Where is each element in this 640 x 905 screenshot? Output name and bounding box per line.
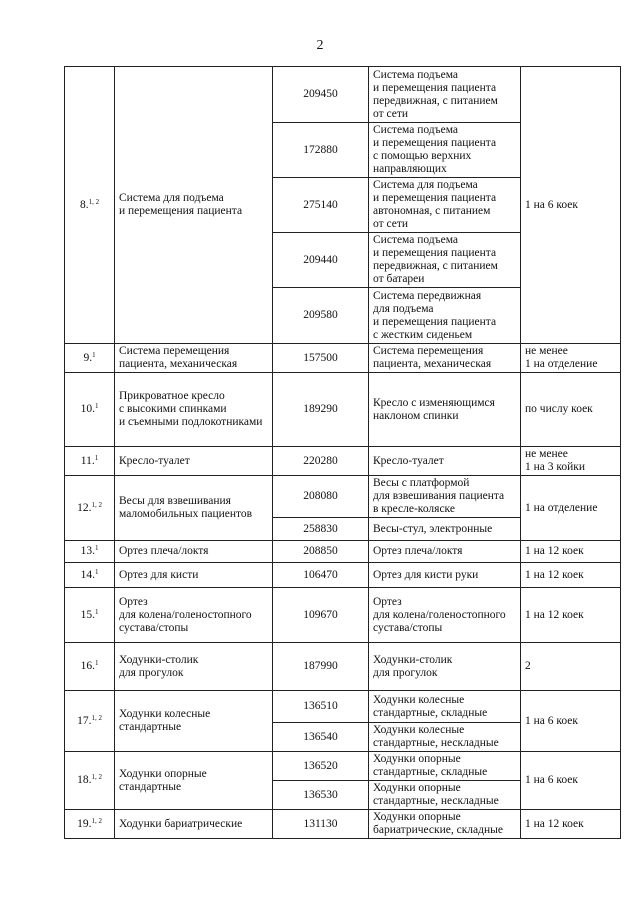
item-number: 14. [80,568,95,581]
item-number-cell [65,344,115,373]
item-number-cell [65,588,115,643]
item-description: Ортез для колена/голеностопного сустава/стопы [369,588,521,643]
item-description: Весы с платформой для взвешивания пациента в кресле-коляске [369,476,521,518]
item-name: Ходунки бариатрические [115,810,273,839]
item-description: Весы-стул, электронные [369,518,521,541]
item-code: 208850 [273,541,369,563]
item-name: Прикроватное кресло с высокими спинками и съемными подлокотниками [115,373,273,447]
item-description: Ходунки колесные стандартные, складные [369,691,521,723]
item-quantity-norm: 1 на 6 коек [521,67,621,344]
table-row [65,563,621,588]
item-name: Ходунки опорные стандартные [115,752,273,810]
item-code: 157500 [273,344,369,373]
item-number: 19. [77,817,92,830]
item-number-cell [65,563,115,588]
table-row [65,588,621,643]
item-footnote-ref: 1 [94,567,99,576]
item-name: Кресло-туалет [115,447,273,476]
item-footnote-ref: 1 [94,453,99,462]
item-quantity-norm: 1 на 12 коек [521,810,621,839]
item-quantity-norm: 1 на 6 коек [521,691,621,752]
item-code: 136530 [273,781,369,810]
item-footnote-ref: 1 [94,544,99,552]
table-row [65,476,621,518]
item-description: Система подъема и перемещения пациента с помощью верхних направляющих [369,123,521,178]
item-quantity-norm: не менее 1 на 3 койки [521,447,621,476]
item-code: 136520 [273,752,369,781]
item-footnote-ref: 1, 2 [91,773,102,781]
item-number-cell [65,447,115,476]
item-quantity-norm: по числу коек [521,373,621,447]
item-name: Ортез плеча/локтя [115,541,273,563]
item-number: 18. [77,774,92,786]
item-code: 131130 [273,810,369,839]
item-footnote-ref: 1 [92,350,96,359]
item-description: Система подъема и перемещения пациента передвижная, с питанием от сети [369,67,521,123]
table-row [65,691,621,723]
item-number-cell [65,810,115,839]
equipment-table-body [65,67,621,839]
item-number: 11. [80,454,95,467]
item-code: 136540 [273,723,369,752]
item-quantity-norm: 1 на отделение [521,476,621,541]
item-description: Система подъема и перемещения пациента передвижная, с питанием от батареи [369,233,521,288]
item-number: 10. [80,403,95,415]
item-footnote-ref: 1 [94,607,99,616]
item-footnote-ref: 1, 2 [91,816,102,825]
item-footnote-ref: 1, 2 [88,197,100,206]
item-code: 258830 [273,518,369,541]
item-code: 209440 [273,233,369,288]
table-row [65,810,621,839]
table-row [65,643,621,691]
item-number-cell [65,752,115,810]
table-row [65,447,621,476]
item-footnote-ref: 1, 2 [91,500,102,509]
item-quantity-norm: 1 на 12 коек [521,563,621,588]
page-number: 2 [316,38,324,53]
item-number: 16. [80,660,95,672]
item-number-cell [65,476,115,541]
item-description: Кресло-туалет [369,447,521,476]
table-row [65,541,621,563]
item-code: 136510 [273,691,369,723]
item-quantity-norm: не менее 1 на отделение [521,344,621,373]
item-footnote-ref: 1 [94,659,99,667]
table-row [65,373,621,447]
item-number-cell [65,67,115,344]
item-number-cell [65,643,115,691]
item-description: Система для подъема и перемещения пациента автономная, с питанием от сети [369,178,521,233]
table-row [65,344,621,373]
item-name: Ортез для кисти [115,563,273,588]
equipment-table [64,66,621,839]
item-description: Ортез для кисти руки [369,563,521,588]
item-number-cell [65,541,115,563]
item-quantity-norm: 1 на 12 коек [521,541,621,563]
item-number: 13. [80,545,95,557]
item-footnote-ref: 1, 2 [91,713,102,722]
item-number: 8. [79,198,89,211]
item-code: 209580 [273,288,369,344]
item-quantity-norm: 1 на 6 коек [521,752,621,810]
table-row [65,67,621,123]
item-code: 208080 [273,476,369,518]
item-code: 220280 [273,447,369,476]
item-description: Ортез плеча/локтя [369,541,521,563]
item-name: Ходунки-столик для прогулок [115,643,273,691]
item-code: 172880 [273,123,369,178]
item-quantity-norm: 1 на 12 коек [521,588,621,643]
item-description: Ходунки опорные стандартные, складные [369,752,521,781]
item-code: 275140 [273,178,369,233]
item-description: Ходунки опорные стандартные, нескладные [369,781,521,810]
item-code: 187990 [273,643,369,691]
item-number: 12. [77,501,92,514]
item-number-cell [65,373,115,447]
item-description: Ходунки опорные бариатрические, складные [369,810,521,839]
item-number-cell [65,691,115,752]
item-name: Система перемещения пациента, механическая [115,344,273,373]
item-name: Весы для взвешивания маломобильных пациентов [115,476,273,541]
table-row [65,752,621,781]
item-name: Ортез для колена/голеностопного сустава/стопы [115,588,273,643]
item-description: Ходунки колесные стандартные, нескладные [369,723,521,752]
item-name: Система для подъема и перемещения пациента [115,67,273,344]
item-number: 15. [80,608,95,621]
item-number: 17. [77,714,92,727]
item-code: 109670 [273,588,369,643]
item-description: Система перемещения пациента, механическая [369,344,521,373]
item-code: 106470 [273,563,369,588]
item-description: Ходунки-столик для прогулок [369,643,521,691]
item-footnote-ref: 1 [94,402,99,410]
item-description: Кресло с изменяющимся наклоном спинки [369,373,521,447]
item-name: Ходунки колесные стандартные [115,691,273,752]
item-description: Система передвижная для подъема и перемещения пациента с жестким сиденьем [369,288,521,344]
item-code: 209450 [273,67,369,123]
item-number: 9. [83,351,93,364]
item-code: 189290 [273,373,369,447]
item-quantity-norm: 2 [521,643,621,691]
